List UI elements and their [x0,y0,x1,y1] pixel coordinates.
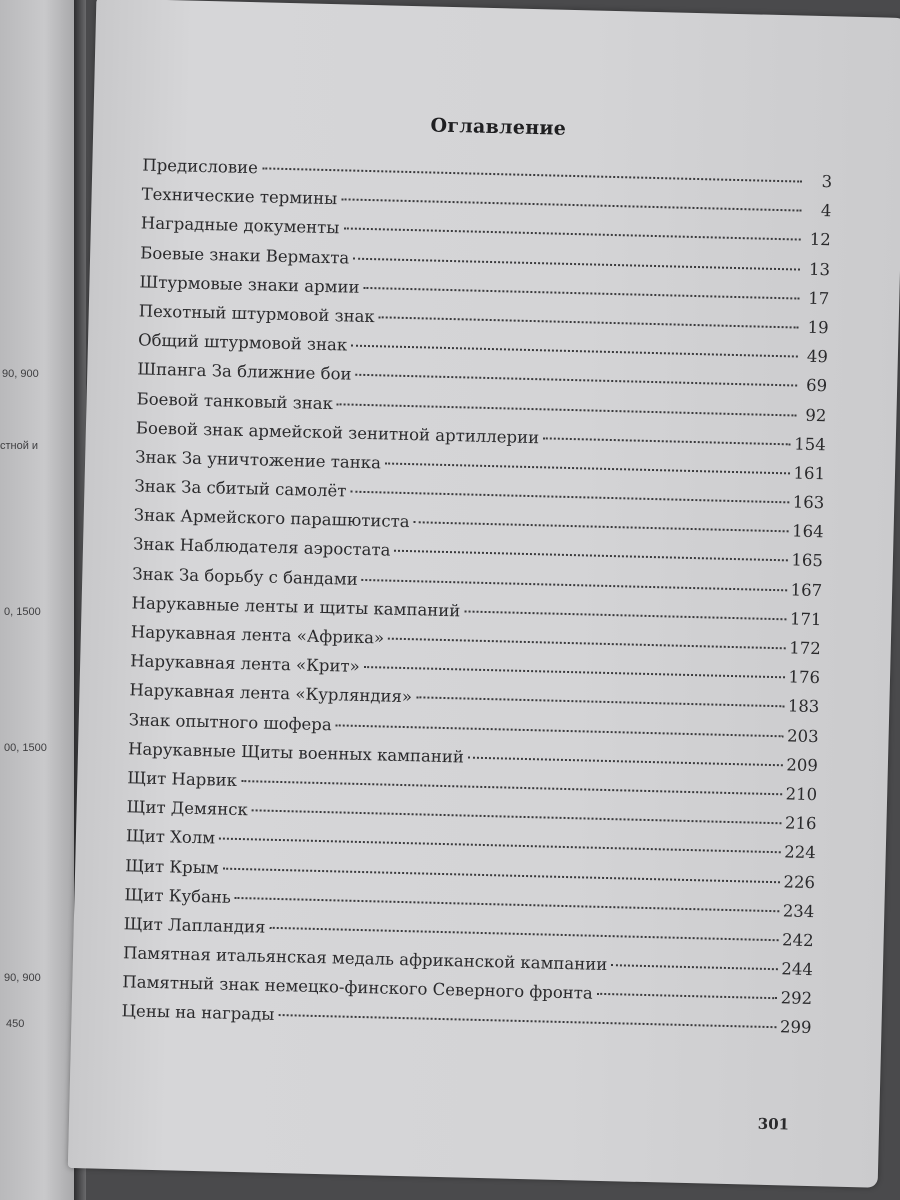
dot-leader [223,867,780,883]
toc-entry-page: 183 [787,696,820,717]
toc-entry-page: 19 [807,317,829,338]
toc-entry-label: Щит Лапландия [123,914,266,937]
toc-entry-label: Наградные документы [140,213,340,238]
toc-entry-page: 234 [782,901,815,921]
dot-leader [379,316,799,328]
dot-leader [353,257,800,270]
margin-fragment: 00, 1500 [4,742,47,754]
toc-entry-label: Нарукавная лента «Африка» [130,622,385,648]
dot-leader [219,838,780,854]
toc-entry-label: Нарукавные ленты и щиты кампаний [131,593,461,621]
toc-entry-page: 171 [789,609,822,629]
toc-entry-page: 209 [786,755,819,775]
book-page [68,0,900,1188]
toc-entry-page: 203 [786,725,819,746]
dot-leader [262,167,802,182]
toc-entry-page: 163 [792,492,825,513]
dot-leader [355,374,797,387]
dot-leader [464,610,786,620]
toc-entry-page: 167 [790,580,823,600]
dot-leader [235,897,779,912]
dot-leader [385,462,790,474]
toc-entry-label: Памятный знак немецко-финского Северного фронта [122,972,593,1003]
toc-entry-label: Щит Крым [125,855,219,878]
toc-entry-label: Щит Демянск [126,797,249,820]
dot-leader [388,638,785,650]
toc-entry-page: 164 [791,521,824,542]
toc-entry-label: Щит Холм [125,826,216,848]
margin-fragment: 90, 900 [4,972,41,984]
toc-entry-page: 244 [781,959,814,980]
toc-entry-page: 242 [781,930,814,950]
table-of-contents [121,155,832,1047]
toc-entry-label: Знак Армейского парашютиста [133,505,410,532]
toc-entry-page: 226 [783,871,816,892]
toc-entry-label: Шпанга За ближние бои [137,359,352,384]
toc-entry-label: Пехотный штурмовой знак [138,301,375,327]
toc-entry-page: 3 [821,172,833,192]
dot-leader [336,724,783,737]
toc-entry-label: Знак За уничтожение танка [134,447,382,473]
margin-fragment: стной и [0,440,39,452]
toc-entry-label: Штурмовые знаки армии [139,272,360,297]
toc-entry-page: 292 [780,988,813,1009]
toc-entry-label: Боевой танковый знак [136,388,334,413]
dot-leader [364,666,785,678]
toc-entry-page: 154 [794,434,826,454]
toc-entry-label: Боевой знак армейской зенитной артиллерии [135,418,540,447]
toc-entry-label: Памятная итальянская медаль африканской кампании [122,943,608,975]
toc-entry-label: Щит Кубань [124,884,232,907]
margin-fragment: 0, 1500 [4,606,41,618]
dot-leader [543,437,790,445]
dot-leader [362,579,787,591]
margin-fragment: 450 [6,1018,25,1030]
toc-entry-label: Знак Наблюдателя аэростата [132,534,391,561]
margin-fragment: 90, 900 [2,368,39,380]
toc-entry-label: Знак опытного шофера [128,709,332,734]
toc-entry-page: 12 [809,230,831,250]
dot-leader [252,809,781,824]
toc-entry-label: Щит Нарвик [127,768,238,790]
dot-leader [597,993,777,999]
toc-entry-page: 210 [785,784,818,805]
toc-entry-page: 165 [791,550,824,571]
toc-entry-page: 216 [784,813,817,834]
toc-entry-label: Нарукавные Щиты военных кампаний [127,739,465,767]
toc-entry-label: Знак За борьбу с бандами [132,563,358,589]
toc-entry-label: Знак За сбитый самолёт [134,476,347,501]
toc-entry-page: 176 [788,667,821,688]
toc-entry-page: 49 [806,346,829,367]
toc-entry-label: Общий штурмовой знак [137,330,348,355]
dot-leader [341,199,801,212]
toc-entry-page: 224 [784,842,816,863]
toc-entry-page: 172 [789,638,821,659]
dot-leader [414,521,789,532]
toc-entry-page: 299 [779,1017,812,1038]
toc-entry-label: Предисловие [142,155,259,178]
toc-entry-page: 17 [808,288,830,309]
dot-leader [241,780,782,795]
dot-leader [468,756,783,766]
toc-entry-page: 69 [805,376,828,396]
toc-entry-label: Цены на награды [121,1001,275,1025]
toc-entry-page: 161 [793,463,826,484]
dot-leader [611,964,777,970]
dot-leader [351,345,798,358]
toc-entry-page: 13 [808,259,831,279]
toc-entry-label: Технические термины [141,184,338,209]
adjacent-page [0,0,74,1200]
page-number: 301 [757,1114,790,1134]
dot-leader [269,927,778,941]
dot-leader [337,403,797,416]
toc-entry-label: Боевые знаки Вермахта [139,242,350,268]
dot-leader [343,228,800,241]
toc-entry-page: 92 [805,405,827,425]
page-title: Оглавление [430,114,567,140]
dot-leader [350,491,788,504]
toc-entry-label: Нарукавная лента «Курляндия» [129,680,413,707]
dot-leader [394,550,787,562]
toc-entry-label: Нарукавная лента «Крит» [130,651,360,677]
dot-leader [363,287,799,300]
toc-entry-page: 4 [820,201,832,221]
dot-leader [278,1014,776,1028]
dot-leader [416,697,784,708]
